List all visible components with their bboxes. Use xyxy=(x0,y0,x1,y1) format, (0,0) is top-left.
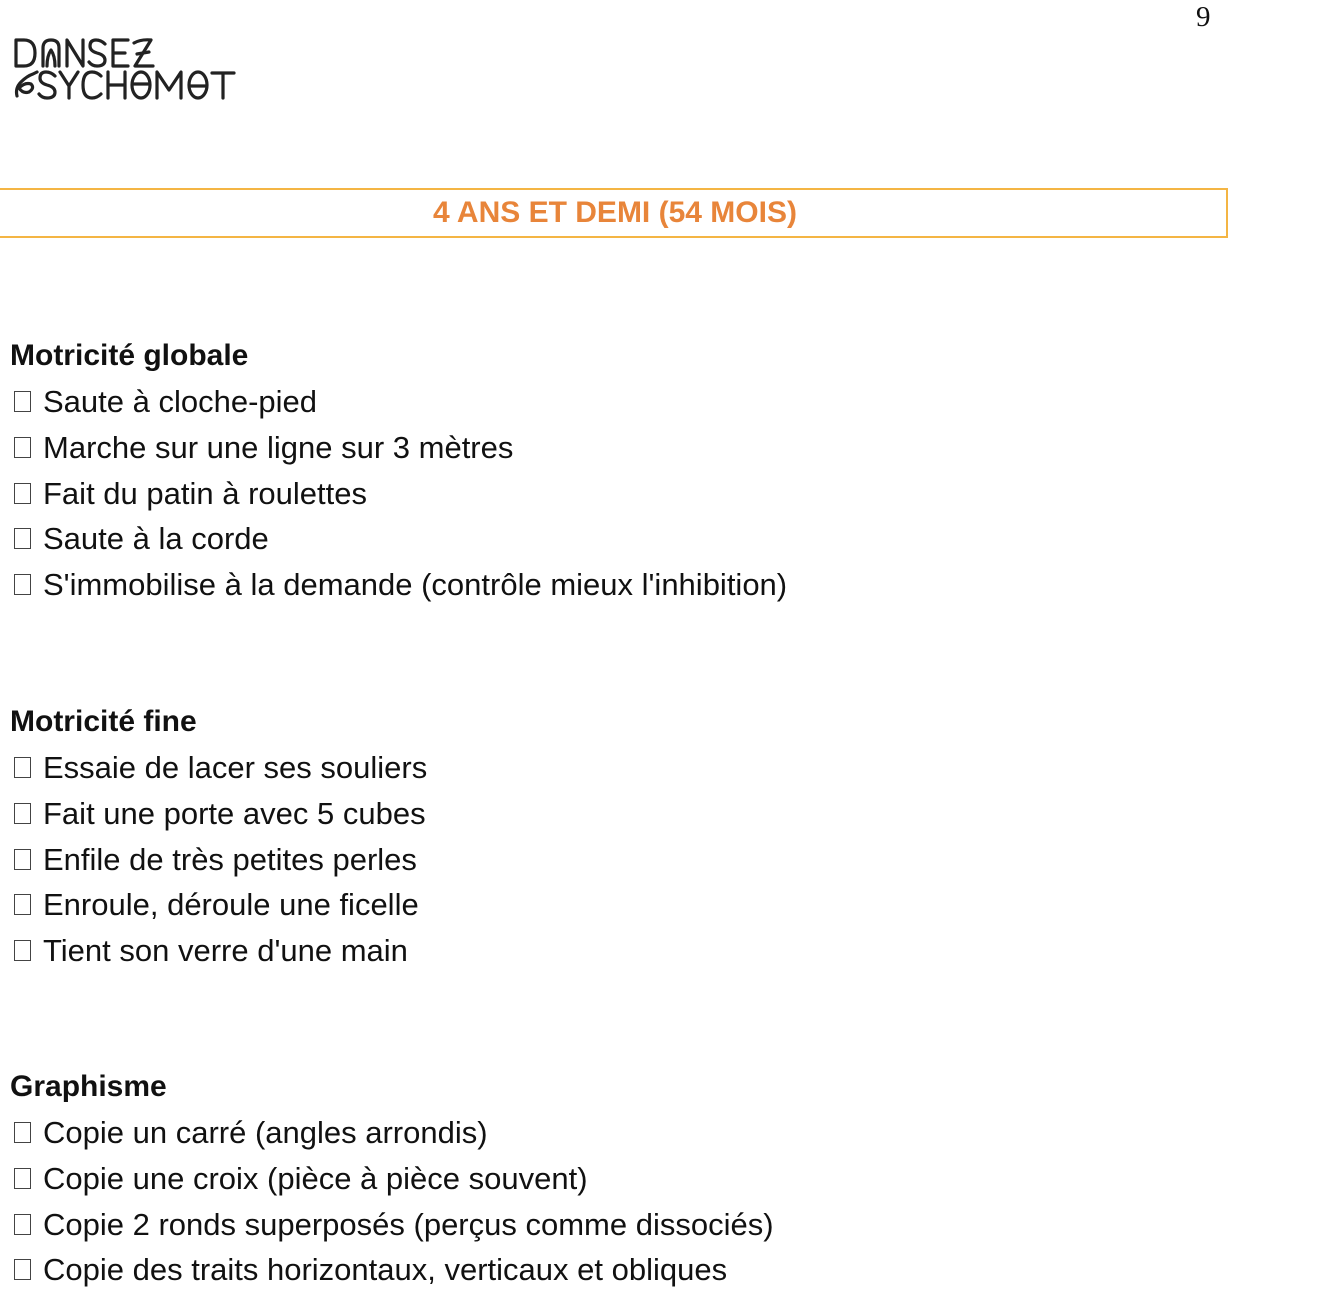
checklist-item[interactable] xyxy=(10,516,787,562)
checkbox[interactable] xyxy=(14,1259,31,1280)
page-number: 9 xyxy=(1196,1,1211,33)
checklist-item[interactable] xyxy=(10,745,427,791)
checkbox[interactable] xyxy=(14,1168,31,1189)
page-title: 4 ANS ET DEMI (54 MOIS) xyxy=(433,196,797,229)
checklist-item[interactable] xyxy=(10,562,787,608)
checkbox[interactable] xyxy=(14,574,31,595)
checklist-item[interactable] xyxy=(10,791,427,837)
checklist-item-label: Marche sur une ligne sur 3 mètres xyxy=(43,430,514,466)
checkbox[interactable] xyxy=(14,1122,31,1143)
checklist-item-label: Saute à la corde xyxy=(43,521,269,557)
checklist-item-label: Copie 2 ronds superposés (perçus comme dissociés) xyxy=(43,1206,774,1242)
checklist-item[interactable] xyxy=(10,1156,774,1202)
title-banner xyxy=(0,188,1228,238)
checklist-item-label: Fait du patin à roulettes xyxy=(43,475,367,511)
checklist-item[interactable] xyxy=(10,379,787,425)
dansez-psychomot-logo xyxy=(13,36,253,100)
checklist-item[interactable] xyxy=(10,1110,774,1156)
checkbox[interactable] xyxy=(14,757,31,778)
checkbox[interactable] xyxy=(14,940,31,961)
section-heading: Graphisme xyxy=(10,1070,167,1103)
checklist-item[interactable] xyxy=(10,836,427,882)
checklist-item[interactable] xyxy=(10,928,427,974)
checklist-item-label: Copie des traits horizontaux, verticaux et obliques xyxy=(43,1252,728,1288)
checklist-item-label: Enfile de très petites perles xyxy=(43,841,417,877)
section-motricite-globale xyxy=(10,333,787,607)
checklist-item-label: Copie un carré (angles arrondis) xyxy=(43,1115,488,1151)
checklist-item-label: Essaie de lacer ses souliers xyxy=(43,750,428,786)
checklist-item-label: Saute à cloche-pied xyxy=(43,384,318,420)
section-heading: Motricité globale xyxy=(10,339,249,372)
checkbox[interactable] xyxy=(14,483,31,504)
checklist-item-label: Fait une porte avec 5 cubes xyxy=(43,796,426,832)
checklist-item-label: Enroule, déroule une ficelle xyxy=(43,887,419,923)
section-motricite-fine xyxy=(10,699,427,973)
checkbox[interactable] xyxy=(14,894,31,915)
checkbox[interactable] xyxy=(14,1214,31,1235)
checkbox[interactable] xyxy=(14,437,31,458)
checkbox[interactable] xyxy=(14,391,31,412)
section-heading: Motricité fine xyxy=(10,705,197,738)
checklist-item-label: S'immobilise à la demande (contrôle mieux l'inhibition) xyxy=(43,567,788,603)
checklist-item[interactable] xyxy=(10,1201,774,1247)
checklist-item[interactable] xyxy=(10,1247,774,1293)
checkbox[interactable] xyxy=(14,803,31,824)
logo-icon xyxy=(13,36,253,100)
checkbox[interactable] xyxy=(14,849,31,870)
checklist-item[interactable] xyxy=(10,425,787,471)
checklist-item[interactable] xyxy=(10,470,787,516)
checklist-item[interactable] xyxy=(10,882,427,928)
checklist-item-label: Copie une croix (pièce à pièce souvent) xyxy=(43,1161,588,1197)
checkbox[interactable] xyxy=(14,528,31,549)
checklist-item-label: Tient son verre d'une main xyxy=(43,933,408,969)
section-graphisme xyxy=(10,1064,774,1293)
